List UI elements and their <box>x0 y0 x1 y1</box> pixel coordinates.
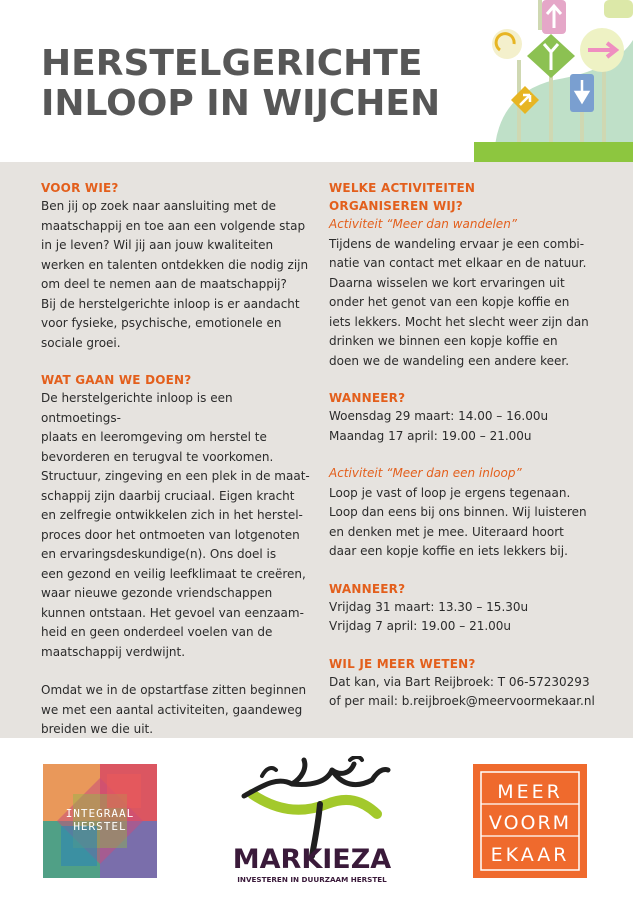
wanneer-1-dates: Woensdag 29 maart: 14.00 – 16.00u Maandag 17 april: 19.00 – 21.00u <box>329 409 549 443</box>
activity-2-text: Loop je vast of loop je ergens tegenaan. Loop dan eens bij ons binnen. Wij luisteren en denken met je mee. Uiteraard hoort daar een kopje koffie en iets lekkers bij. <box>329 485 587 558</box>
activity-1-text: Tijdens de wandeling ervaar je een combi- natie van contact met elkaar en de natuur. Daarna wisselen we kort ervaringen uit onder het genot van een kopje koffie en iets lekkers. Mocht het slecht weer zijn dan drinken we binnen een kopje koffie en doen we de wandeling een andere keer. <box>329 236 589 368</box>
meer-voor-mekaar-logo <box>473 764 587 878</box>
mv-line-1: MEER <box>497 781 563 803</box>
opstartfase-text: Omdat we in de opstartfase zitten beginnen we met een aantal activiteiten, gaandeweg breiden we die uit. <box>41 683 307 736</box>
wanneer-2-dates: Vrijdag 31 maart: 13.30 – 15.30u Vrijdag 7 april: 19.00 – 21.00u <box>329 599 529 633</box>
markieza-name: MARKIEZA <box>232 844 392 875</box>
markieza-logo <box>232 756 392 886</box>
title-line-2: INLOOP IN WIJCHEN <box>41 83 441 124</box>
footer <box>0 738 633 900</box>
left-column <box>41 179 311 740</box>
activity-2-title: Activiteit “Meer dan een inloop” <box>329 466 522 480</box>
activity-1-title: Activiteit “Meer dan wandelen” <box>329 217 518 231</box>
header <box>0 0 633 162</box>
wat-gaan-we-doen-text: De herstelgerichte inloop is een ontmoetings- plaats en leeromgeving om herstel te bevorderen en terugval te voorkomen. Structuur, zingeving en een plek in de maat- schappij zijn daarbij cruciaal. Eigen kracht en zelfregie ontwikkelen zich in het herstel- proces door het ontmoeten van lotgenoten en ervaringsdeskundige(n). Ons doel is een gezond en veilig leefklimaat te creëren, waar nieuwe gezonde vriendschappen kunnen ontstaan. Het gevoel van eenzaam- heid en geen onderdeel voelen van de maatschappij verdwijnt. <box>41 391 310 659</box>
contact-text: Dat kan, via Bart Reijbroek: T 06-57230293 of per mail: b.reijbroek@meervoormekaar.nl <box>329 674 595 708</box>
activiteiten-heading: WELKE ACTIVITEITEN ORGANISEREN WIJ? <box>329 181 476 213</box>
voor-wie-heading: VOOR WIE? <box>41 181 119 195</box>
meer-weten-heading: WIL JE MEER WETEN? <box>329 656 476 671</box>
road-signs-illustration <box>474 0 633 162</box>
wanneer-2-heading: WANNEER? <box>329 581 406 596</box>
page-title <box>41 44 440 124</box>
ih-line-1: INTEGRAAL <box>65 807 135 820</box>
title-line-1: HERSTELGERICHTE <box>41 43 423 84</box>
voor-wie-text: Ben jij op zoek naar aansluiting met de maatschappij en toe aan een volgende stap in je leven? Wil jij aan jouw kwaliteiten werken en talenten ontdekken die nodig zijn om deel te nemen aan de maatschappij? Bij de herstelgerichte inloop is er aandacht voor fysieke, psychische, emotionele en sociale groei. <box>41 199 309 350</box>
right-column <box>329 179 599 712</box>
mv-line-3: EKAAR <box>490 844 570 866</box>
integraal-herstel-logo <box>43 764 157 878</box>
ih-line-2: HERSTEL <box>73 820 127 833</box>
markieza-tagline: INVESTEREN IN DUURZAAM HERSTEL <box>237 875 387 884</box>
content-panel <box>0 162 633 738</box>
wanneer-1-heading: WANNEER? <box>329 391 406 405</box>
mv-line-2: VOORM <box>488 812 572 834</box>
wat-gaan-we-doen-heading: WAT GAAN WE DOEN? <box>41 373 192 387</box>
